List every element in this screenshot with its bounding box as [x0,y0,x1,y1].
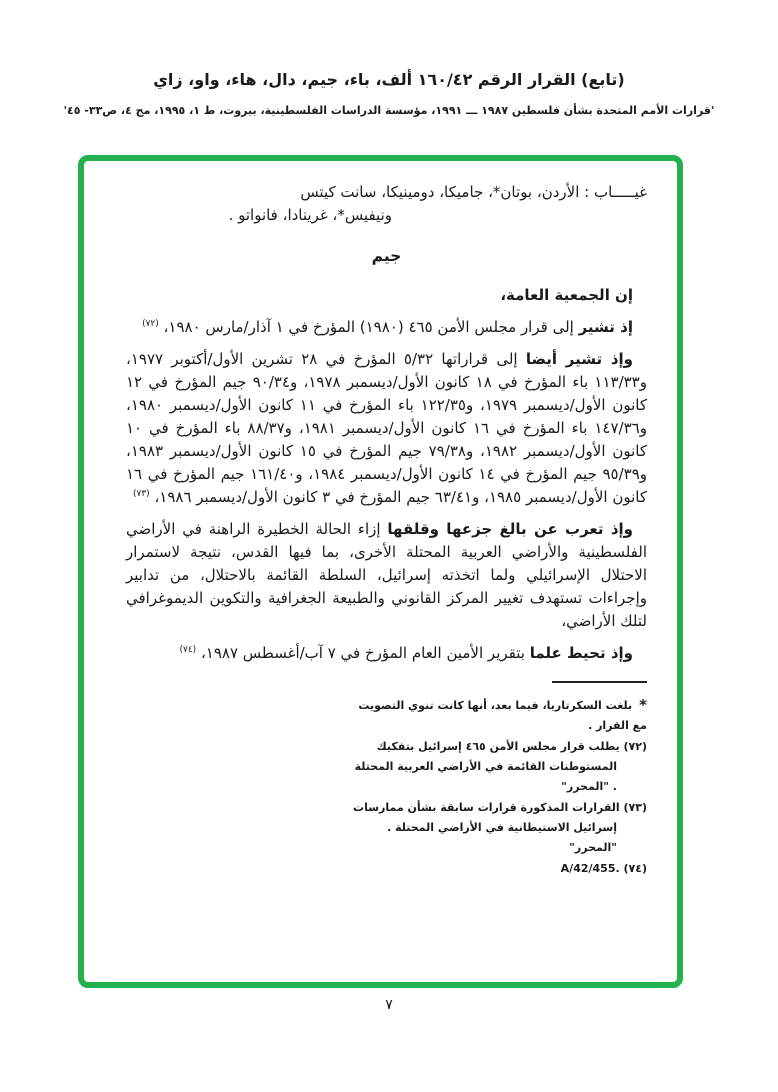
paragraph-text: إزاء الحالة الخطيرة الراهنة في الأراضي الفلسطينية والأراضي العربية المحتلة الأخرى، بما فيها القدس، نتيجة لاستمرار الاحتلال الإسرائيلي ولما اتخذته إسرائيل، السلطة القائمة بالاحتلال، من تدابير وإجراءات تستهدف تغيير المركز القانوني والطبيعة الجغرافية والتكوين الديموغرافي لتلك الأراضي، [126,520,647,630]
footnote-reference-74: (٧٤) [179,645,197,655]
preamble-opening [126,284,647,307]
paragraph-lead: إن الجمعية العامة، [500,286,633,304]
footnote-reference-73: (٧٣) [132,489,150,499]
paragraph-lead: إذ تشير [578,318,633,336]
footnote-separator [552,681,647,683]
footnote-reference-72: (٧٢) [142,319,159,329]
footnote-asterisk [347,695,647,736]
preamble-taking-note [126,642,647,665]
page-title: (تابع) القرار الرقم ١٦٠/٤٢ ألف، باء، جيم، دال، هاء، واو، زاي [153,70,625,89]
paragraph-lead: وإذ تشير أيضا [525,350,634,368]
preamble-expressing-alarm [126,518,647,633]
page-number: ٧ [385,997,393,1013]
green-annotation-box [78,155,683,988]
footnote-72: (٧٢) يطلب قرار مجلس الأمن ٤٦٥ إسرائيل بتفكيك المستوطنات القائمة في الأراضي العربية المحتلة . "المحرر" [354,740,647,793]
source-citation: 'قرارات الأمم المتحدة بشأن فلسطين ١٩٨٧ ـــ ١٩٩١، مؤسسة الدراسات الفلسطينية، بيروت، ط ١، ١٩٩٥، مج ٤، ص٣٣- ٤٥' [63,104,715,117]
paragraph-text: بتقرير الأمين العام المؤرخ في ٧ آب/أغسطس ١٩٨٧، [196,644,530,662]
footnote-73: (٧٣) القرارات المذكورة قرارات سابقة بشأن ممارسات إسرائيل الاستيطانية في الأراضي المحتلة . "المحرر" [353,801,647,854]
paragraph-text: إلى قرار مجلس الأمن ٤٦٥ (١٩٨٠) المؤرخ في ١ آذار/مارس ١٩٨٠، [158,318,579,336]
absence-line-2: ونيفيس*، غرينادا، فانواتو . [228,206,392,224]
paragraph-text: إلى قراراتها ٥/٣٢ المؤرخ في ٢٨ تشرين الأول/أكتوبر ١٩٧٧، و١١٣/٣٣ باء المؤرخ في ١٨ كانون الأول/ديسمبر ١٩٧٨، و٩٠/٣٤ جيم المؤرخ في ١٢ كانون الأول/ديسمبر ١٩٧٩، و١٢٢/٣٥ باء المؤرخ في ١١ كانون الأول/ديسمبر ١٩٨٠، و١٤٧/٣٦ باء المؤرخ في ١٦ كانون الأول/ديسمبر ١٩٨١، و٨٨/٣٧ باء المؤرخ في ١٠ كانون الأول/ديسمبر ١٩٨٢، و٧٩/٣٨ جيم المؤرخ في ١٥ كانون الأول/ديسمبر ١٩٨٣، و٩٥/٣٩ جيم المؤرخ في ١٤ كانون الأول/ديسمبر ١٩٨٤، و١٦١/٤٠ جيم المؤرخ في ١٦ كانون الأول/ديسمبر ١٩٨٥، و٦٣/٤١ جيم المؤرخ في ٣ كانون الأول/ديسمبر ١٩٨٦، [126,350,647,506]
footnote-74: (٧٤) A/42/455.‎ [560,862,647,875]
preamble-recalling-also [126,348,647,509]
footnotes-block [347,695,647,879]
footnote-text: بلغت السكرتاريا، فيما بعد، أنها كانت تنوي التصويت مع القرار . [358,699,647,732]
preamble-recalling [126,316,647,339]
asterisk-marker: * [639,696,647,714]
paragraph-lead: وإذ تعرب عن بالغ جزعها وقلقها [387,520,633,538]
absence-paragraph [126,181,647,227]
document-body [126,181,647,879]
section-heading: جيم [371,247,402,265]
absence-line-1: غيـــــاب : الأردن، بوتان*، جاميكا، دومينيكا، سانت كيتس [300,183,647,201]
paragraph-lead: وإذ تحيط علما [529,644,633,662]
